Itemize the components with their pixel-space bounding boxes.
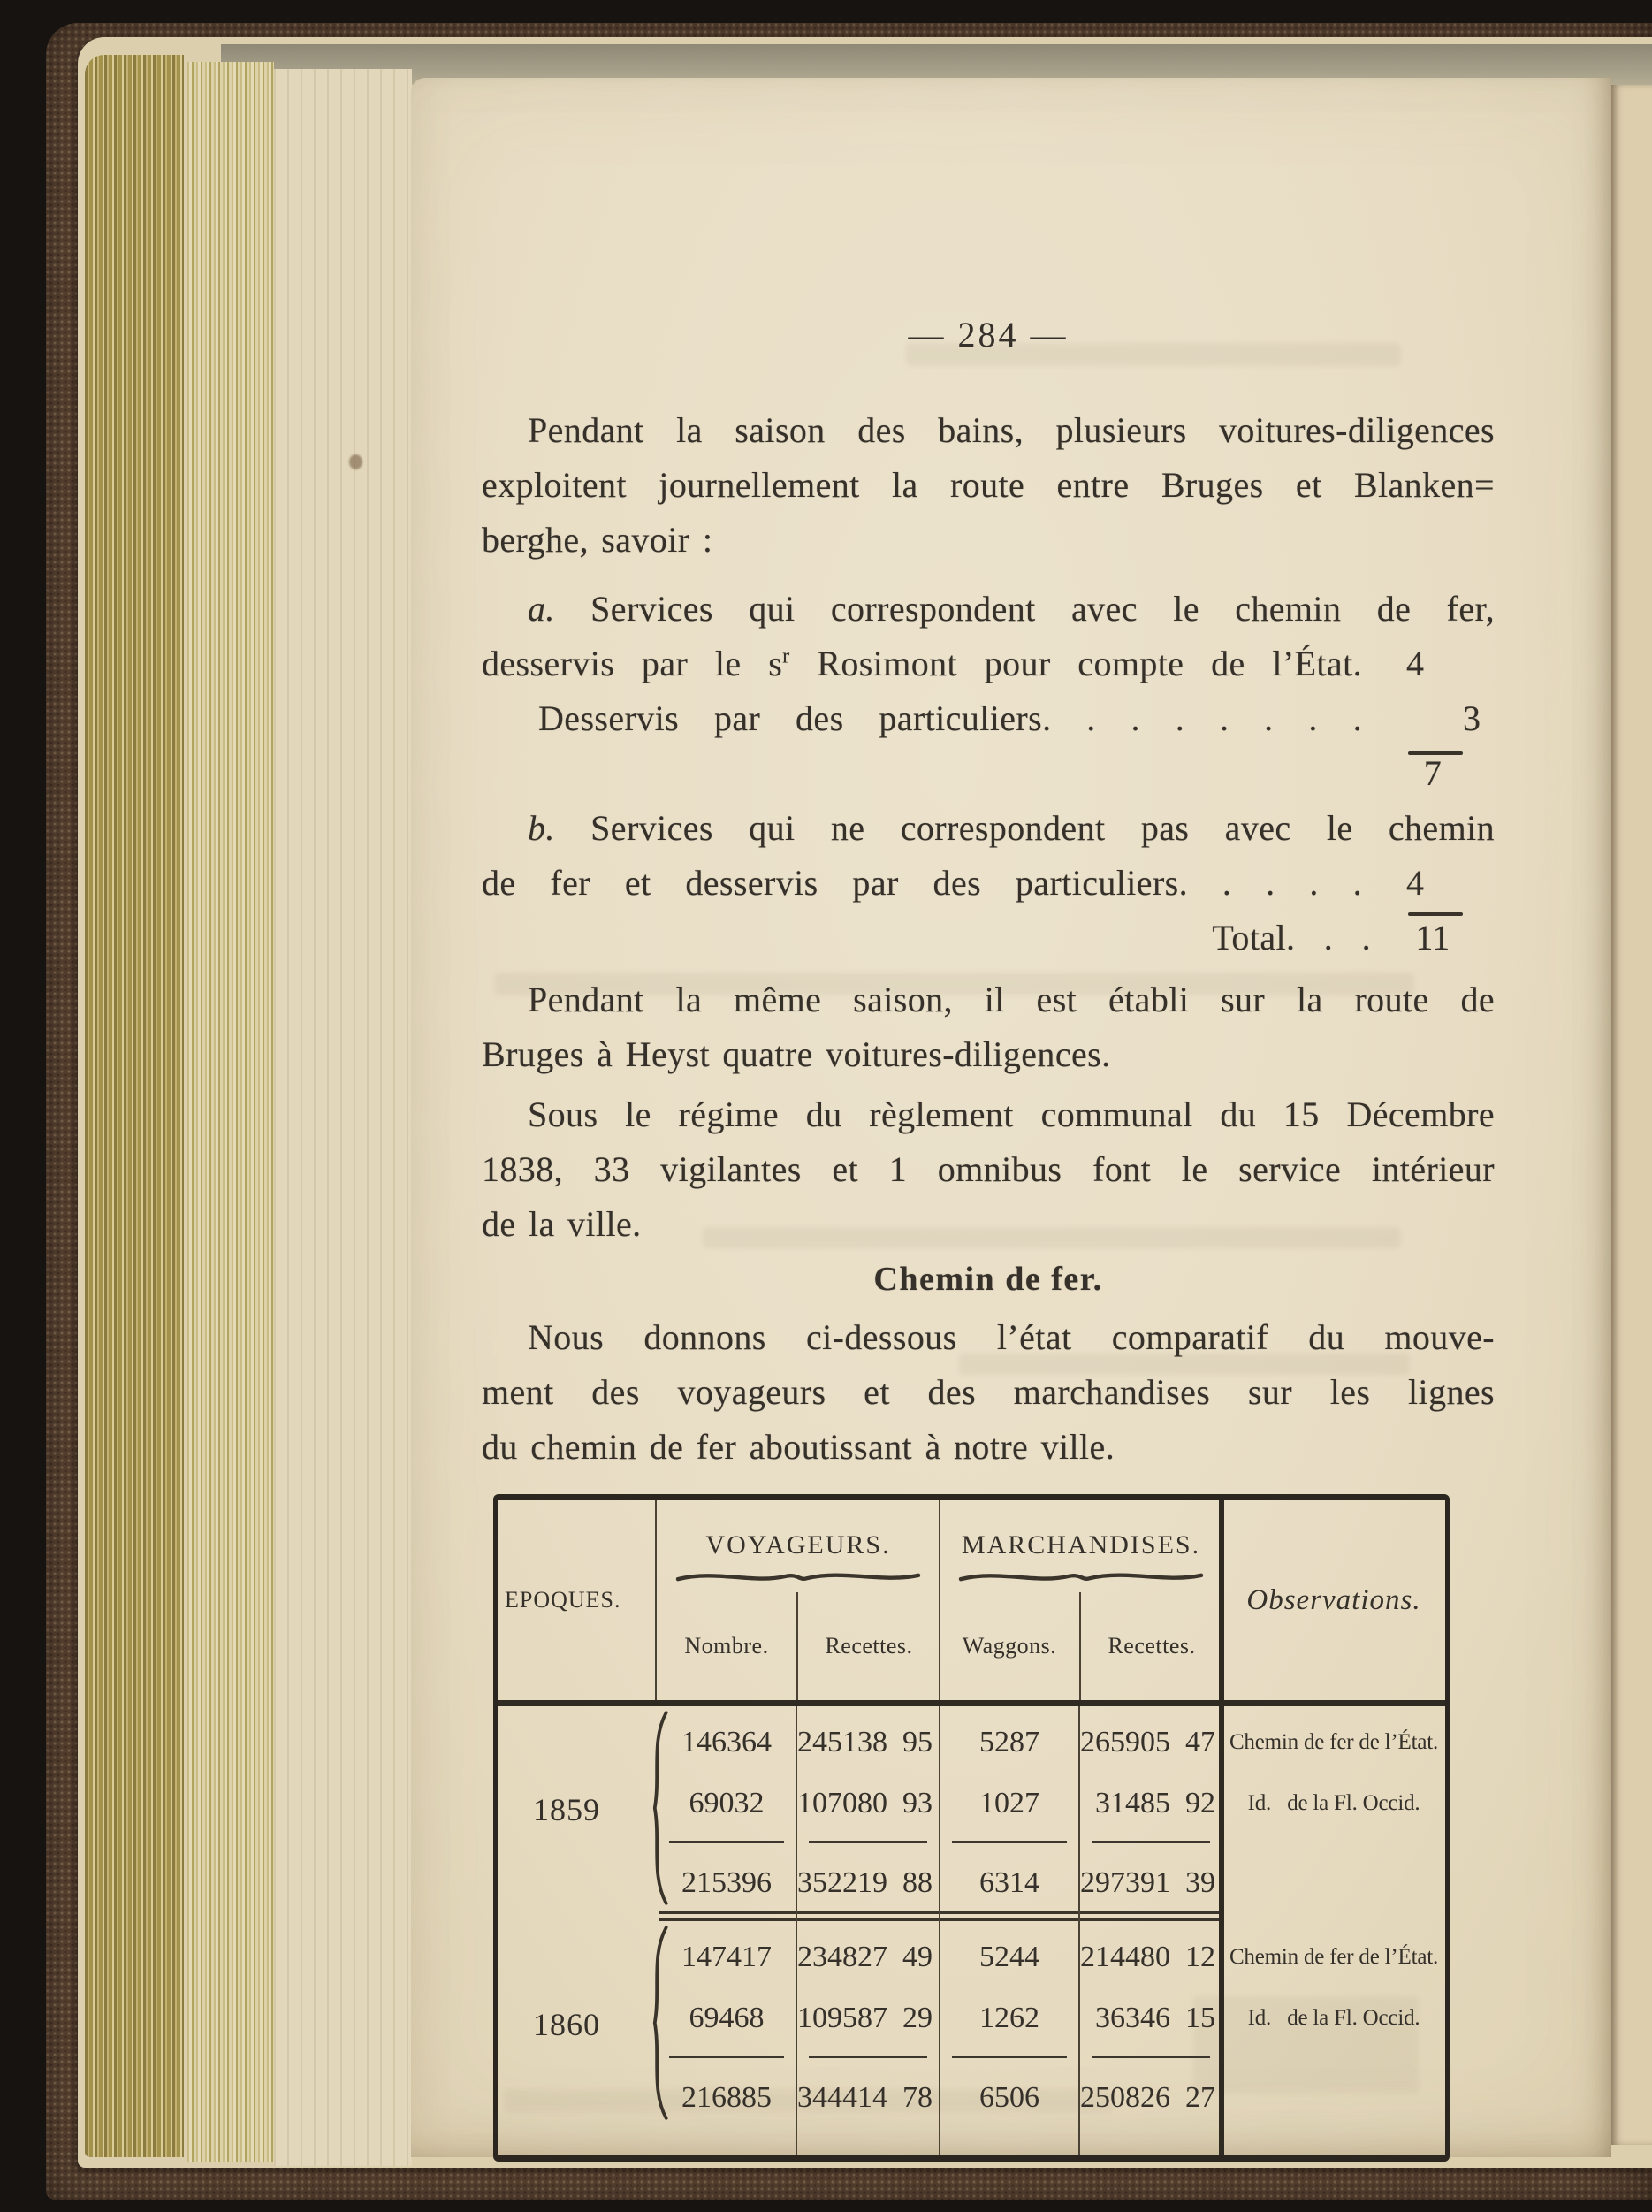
table-cell: 147417 — [681, 1941, 772, 1973]
total-value: 11 — [1415, 918, 1450, 957]
table-cell: 5287 — [979, 1726, 1039, 1758]
year-label: 1859 — [533, 1792, 600, 1827]
item-b-line — [482, 856, 1495, 911]
brace-squiggle — [674, 1567, 922, 1587]
total-line — [482, 911, 1495, 965]
subtotal-line — [482, 746, 1495, 801]
paragraph-line: Pendant la même saison, il est établi sur la route de — [528, 980, 1495, 1019]
header-waggons: Waggons. — [962, 1633, 1057, 1659]
sum-rule — [1092, 2056, 1210, 2058]
total-cell: 250826 27 — [1080, 2081, 1215, 2114]
observation-cell: Chemin de fer de l’État. — [1229, 1730, 1439, 1754]
total-cell: 216885 — [681, 2081, 772, 2114]
header-group-marchandises — [940, 1500, 1222, 1700]
count-value: 4 — [1406, 863, 1425, 903]
header-epoques: EPOQUES. — [505, 1587, 621, 1613]
header-observations: Observations. — [1246, 1583, 1421, 1616]
item-b-text: de fer et desservis par des particuliers. . . . . — [482, 863, 1362, 903]
item-a-marker: a. — [528, 589, 555, 629]
page-content — [482, 78, 1495, 2162]
table-cell: 109587 29 — [797, 2002, 933, 2034]
count-value: 3 — [1463, 698, 1481, 738]
table-cell: 36346 15 — [1095, 2002, 1215, 2034]
sum-rule — [669, 2056, 784, 2058]
paragraph-line: Pendant la saison des bains, plusieurs voitures-diligences — [528, 410, 1495, 450]
brace-squiggle — [957, 1567, 1205, 1587]
railway-traffic-table — [493, 1494, 1450, 2162]
table-cell: 5244 — [979, 1941, 1039, 1973]
subheader-row — [940, 1592, 1222, 1700]
paragraph-line: du chemin de fer aboutissant à notre ville. — [482, 1427, 1115, 1467]
paragraph-line: Sous le régime du règlement communal du 15 Décembre — [528, 1095, 1495, 1134]
total-cell: 6314 — [979, 1866, 1039, 1899]
table-cell: 31485 92 — [1095, 1787, 1215, 1819]
table-cell: 69468 — [689, 2002, 765, 2034]
observation-cell: Chemin de fer de l’État. — [1229, 1945, 1439, 1969]
table-cell: 1262 — [979, 2002, 1039, 2034]
section-heading: Chemin de fer. — [873, 1261, 1103, 1298]
sum-rule — [809, 1841, 927, 1843]
group-label: MARCHANDISES. — [961, 1530, 1201, 1560]
page-stack-side — [274, 69, 412, 2166]
table-cell: 214480 12 — [1080, 1941, 1215, 1973]
year-group-1859 — [498, 1706, 1445, 1911]
paragraph-line: ment des voyageurs et des marchandises sur les lignes — [482, 1372, 1495, 1412]
item-a-text: desservis par le s — [482, 644, 783, 683]
sum-rule — [1092, 1841, 1210, 1843]
group-brace — [645, 1710, 670, 1906]
total-cell: 344414 78 — [797, 2081, 933, 2114]
table-cell: 265905 47 — [1080, 1726, 1215, 1758]
total-cell: 215396 — [681, 1866, 772, 1899]
total-cell: 297391 39 — [1080, 1866, 1215, 1899]
table-cell: 1027 — [979, 1787, 1039, 1819]
sum-rule — [669, 1841, 784, 1843]
total-cell: 6506 — [979, 2081, 1039, 2114]
year-cell — [498, 1921, 657, 2126]
table-header — [498, 1500, 1445, 1706]
item-b-text: Services qui ne correspondent pas avec le chemin — [554, 808, 1495, 848]
paragraph-line: de la ville. — [482, 1204, 642, 1244]
item-b-line — [482, 801, 1495, 856]
paragraph-line: Nous donnons ci-dessous l’état comparatif du mouve- — [528, 1317, 1495, 1357]
item-b-marker: b. — [528, 808, 555, 848]
paragraph-line: berghe, savoir : — [482, 520, 713, 560]
year-group-1860 — [498, 1921, 1445, 2126]
item-a-line — [482, 637, 1495, 691]
observation-cell: Id. de la Fl. Occid. — [1247, 2006, 1420, 2030]
fore-edge-pages — [85, 55, 184, 2157]
group-brace — [645, 1925, 670, 2121]
table-body — [498, 1706, 1445, 2155]
superscript-r: r — [782, 645, 790, 668]
item-a-line — [482, 582, 1495, 637]
table-cell: 245138 95 — [797, 1726, 933, 1758]
subtotal-value: 7 — [1423, 753, 1443, 793]
column-divider — [939, 1500, 940, 1700]
total-cell: 352219 88 — [797, 1866, 933, 1899]
table-cell: 234827 49 — [797, 1941, 933, 1973]
column-divider-thick — [1219, 1500, 1224, 1700]
item-a-text: Desservis par des particuliers. . . . . . . . — [538, 698, 1362, 738]
group-label: VOYAGEURS. — [705, 1530, 891, 1560]
paragraph-line: 1838, 33 vigilantes et 1 omnibus font le service intérieur — [482, 1149, 1495, 1189]
header-recettes-voyageurs: Recettes. — [796, 1592, 940, 1700]
paragraph-line: exploitent journellement la route entre Bruges et Blanken= — [482, 465, 1495, 505]
header-nombre: Nombre. — [684, 1633, 769, 1659]
sum-rule — [952, 2056, 1067, 2058]
paper-stain — [349, 454, 362, 469]
item-a-text: Services qui correspondent avec le chemin de fer, — [554, 589, 1495, 629]
fore-edge-pages-light — [187, 62, 274, 2162]
table-cell: 107080 93 — [797, 1787, 933, 1819]
book-page — [411, 78, 1611, 2157]
facing-page-sliver — [1611, 85, 1652, 2145]
table-cell: 146364 — [681, 1726, 772, 1758]
year-label: 1860 — [533, 2007, 600, 2042]
column-divider — [655, 1500, 657, 1700]
observation-cell: Id. de la Fl. Occid. — [1247, 1791, 1420, 1815]
header-group-voyageurs — [657, 1500, 940, 1700]
sum-rule — [952, 1841, 1067, 1843]
subheader-row — [657, 1592, 940, 1700]
paragraph-line: Bruges à Heyst quatre voitures-diligences. — [482, 1034, 1111, 1074]
count-value: 4 — [1406, 644, 1425, 683]
sum-rule — [809, 2056, 927, 2058]
header-recettes-marchandises: Recettes. — [1079, 1592, 1222, 1700]
page-number: — 284 — — [908, 315, 1069, 355]
year-cell — [498, 1706, 657, 1911]
table-cell: 69032 — [689, 1787, 765, 1819]
item-a-text: Rosimont pour compte de l’État. — [789, 644, 1362, 683]
total-label: Total. . . — [1212, 918, 1371, 957]
item-a-line — [482, 691, 1495, 746]
